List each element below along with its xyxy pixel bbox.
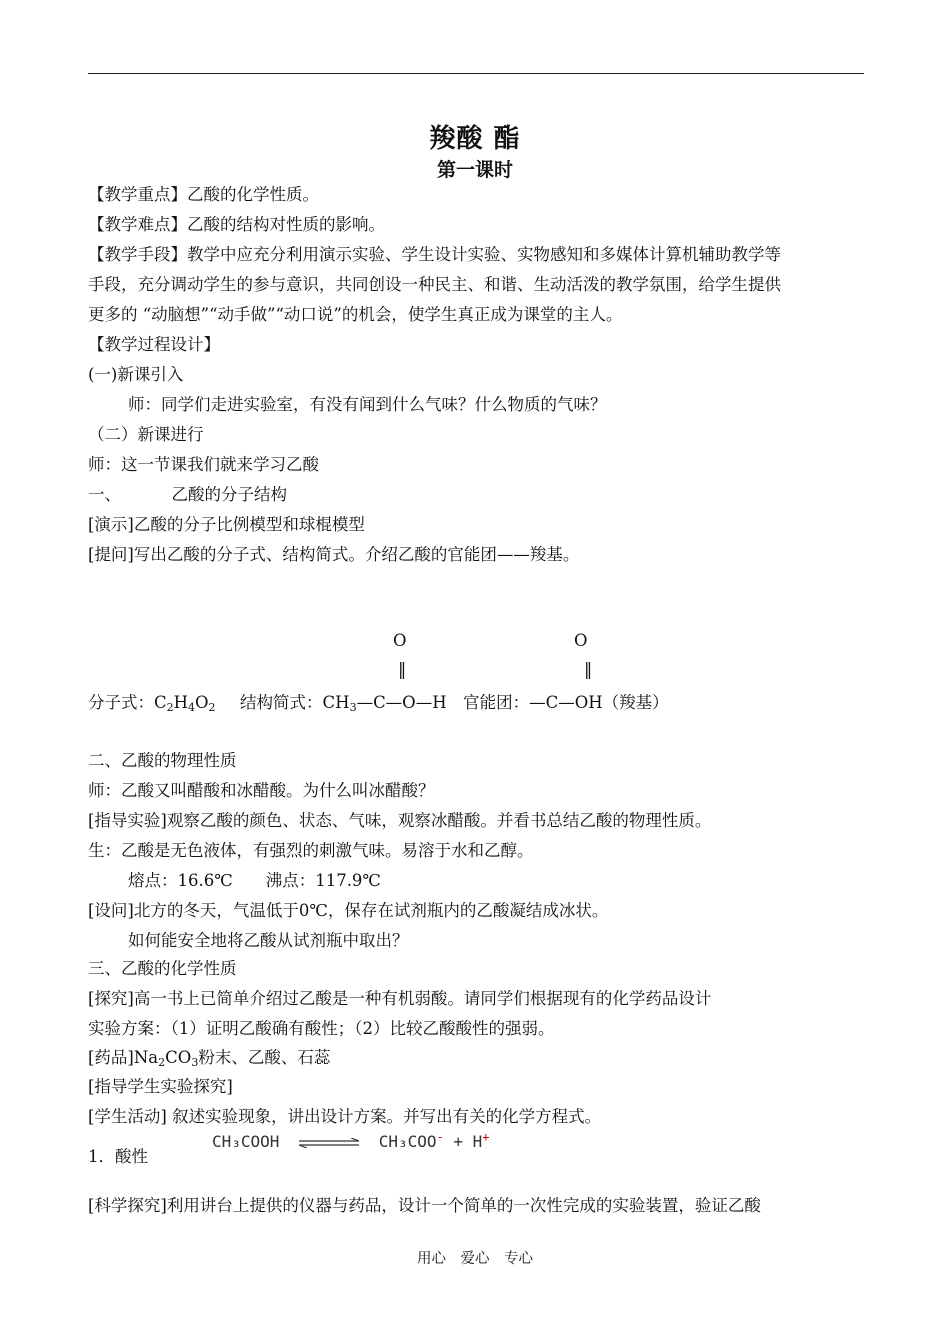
difficulty-line: 【教学难点】乙酸的结构对性质的影响。 (88, 215, 385, 234)
structural-formula: 结构简式：$CH_3—C—O—H$ (240, 693, 447, 714)
teacher-intro: 师：这一节课我们就来学习乙酸 (88, 455, 319, 474)
double-bond-1: ‖ (398, 660, 407, 679)
reagents-line: [药品]$Na_2CO_3$粉末、乙酸、石蕊 (88, 1048, 331, 1069)
positive-charge: + (482, 1130, 490, 1144)
heading-physical: 二、乙酸的物理性质 (88, 751, 237, 770)
guide-student: [指导学生实验探究] (88, 1077, 233, 1096)
ionization-equation (212, 1130, 490, 1151)
heading-text: 乙酸的分子结构 (171, 485, 287, 504)
oxygen-atom-1: O (393, 631, 407, 650)
guided-experiment: [指导实验]观察乙酸的颜色、状态、气味，观察冰醋酸。并看书总结乙酸的物理性质。 (88, 811, 712, 830)
demo-line: [演示]乙酸的分子比例模型和球棍模型 (88, 515, 365, 534)
negative-charge: - (436, 1130, 444, 1144)
heading-structure (88, 484, 287, 506)
page-footer: 用心 爱心 专心 (417, 1251, 533, 1267)
method-line-2: 手段，充分调动学生的参与意识，共同创设一种民主、和谐、生动活泼的教学氛围，给学生提供 (88, 275, 781, 294)
equation-right: CH₃COO (378, 1132, 437, 1151)
science-explore: [科学探究]利用讲台上提供的仪器与药品，设计一个简单的一次性完成的实验装置，验证乙酸 (88, 1196, 761, 1215)
melting-boiling: 熔点：16.6℃ 沸点：117.9℃ (128, 871, 381, 890)
student-answer: 生：乙酸是无色液体，有强烈的刺激气味。易溶于水和乙醇。 (88, 841, 534, 860)
functional-group: 官能团：—C—OH（羧基） (463, 693, 669, 712)
acidity-heading: 1．酸性 (88, 1147, 148, 1166)
setup-question-2: 如何能安全地将乙酸从试剂瓶中取出？ (128, 931, 409, 950)
question-line: [提问]写出乙酸的分子式、结构简式。介绍乙酸的官能团——羧基。 (88, 545, 580, 564)
teacher-question: 师：同学们走进实验室，有没有闻到什么气味？什么物质的气味？ (128, 395, 607, 414)
method-line-3: 更多的 “动脑想”“动手做”“动口说”的机会，使学生真正成为课堂的主人。 (88, 305, 623, 324)
explore-line-2: 实验方案：（1）证明乙酸确有酸性；（2）比较乙酸酸性的强弱。 (88, 1019, 555, 1038)
page-title: 羧酸 酯 (429, 124, 521, 154)
heading-chemical: 三、乙酸的化学性质 (88, 959, 237, 978)
heading-number: 一、 (88, 485, 121, 504)
setup-question: [设问]北方的冬天，气温低于0℃，保存在试剂瓶内的乙酸凝结成冰状。 (88, 901, 609, 920)
equation-hydrogen: + H (453, 1132, 483, 1151)
section-intro: (一)新课引入 (88, 365, 184, 384)
formula-line (88, 692, 669, 719)
section-new-lesson: （二）新课进行 (88, 425, 204, 444)
method-line-1: 【教学手段】教学中应充分利用演示实验、学生设计实验、实物感知和多媒体计算机辅助教学等 (88, 245, 781, 264)
explore-line-1: [探究]高一书上已简单介绍过乙酸是一种有机弱酸。请同学们根据现有的化学药品设计 (88, 989, 712, 1008)
key-point-line: 【教学重点】乙酸的化学性质。 (88, 185, 319, 204)
molecular-formula: 分子式：$C_2H_4O_2$ (88, 693, 216, 714)
oxygen-atom-2: O (574, 631, 588, 650)
process-heading: 【教学过程设计】 (88, 335, 220, 354)
equation-left: CH₃COOH (212, 1132, 280, 1151)
equilibrium-arrow-icon (297, 1138, 361, 1148)
double-bond-2: ‖ (584, 660, 593, 679)
header-rule (88, 73, 864, 74)
student-activity: [学生活动] 叙述实验现象，讲出设计方案。并写出有关的化学方程式。 (88, 1107, 602, 1126)
teacher-glacial: 师：乙酸又叫醋酸和冰醋酸。为什么叫冰醋酸？ (88, 781, 435, 800)
page-subtitle: 第一课时 (436, 159, 513, 181)
